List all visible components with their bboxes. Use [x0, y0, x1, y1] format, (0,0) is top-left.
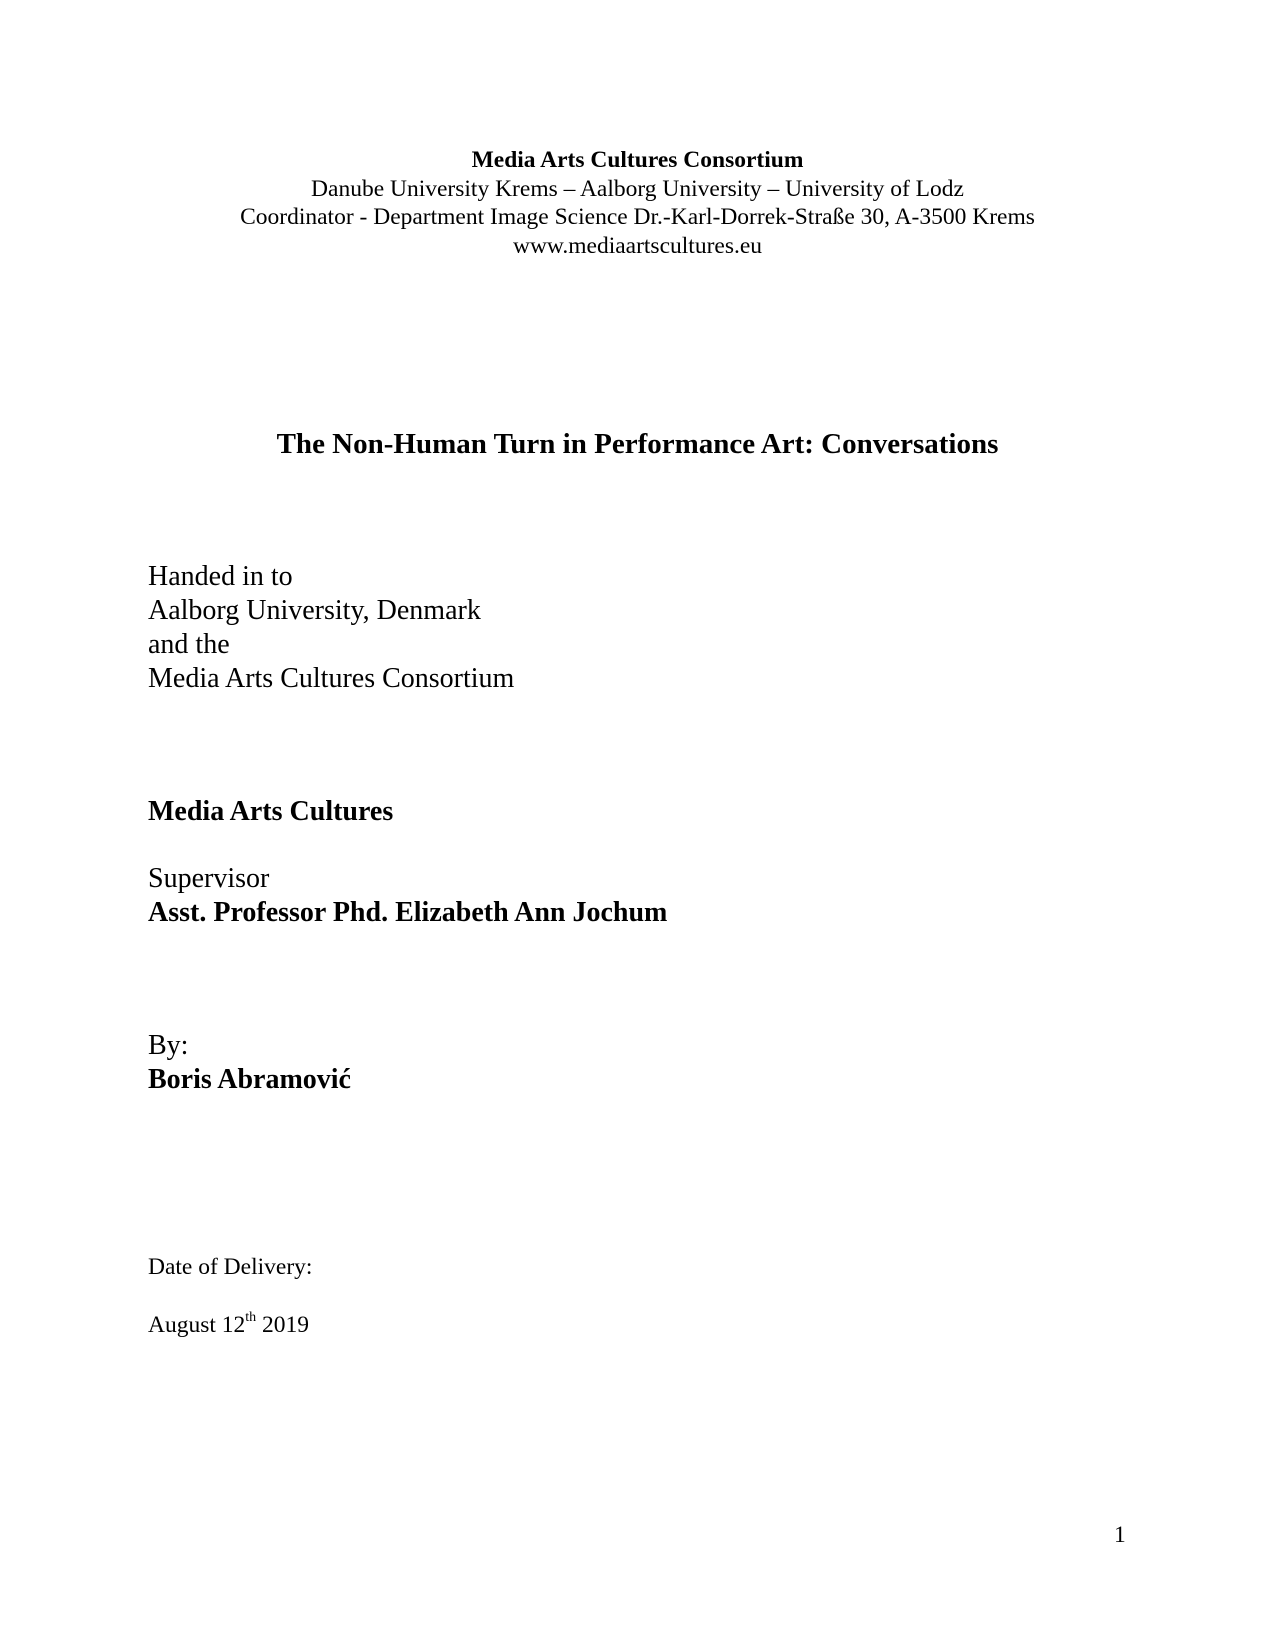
supervisor-label: Supervisor	[148, 863, 270, 894]
handed-in-line-3: and the	[148, 629, 230, 660]
author-label: By:	[148, 1030, 189, 1061]
delivery-month: August	[148, 1312, 216, 1338]
header-website: www.mediaartscultures.eu	[512, 233, 763, 259]
page-number: 1	[1114, 1522, 1126, 1548]
delivery-day: 12th	[221, 1310, 257, 1338]
delivery-label: Date of Delivery:	[148, 1254, 313, 1280]
header-universities: Danube University Krems – Aalborg University – University of Lodz	[311, 176, 964, 202]
delivery-year: 2019	[262, 1312, 310, 1338]
program-name: Media Arts Cultures	[148, 796, 394, 827]
header-coordinator: Coordinator - Department Image Science Dr.-Karl-Dorrek-Straße 30, A-3500 Krems	[240, 204, 1035, 230]
handed-in-line-2: Aalborg University, Denmark	[148, 595, 481, 626]
header-organization: Media Arts Cultures Consortium	[471, 147, 804, 173]
handed-in-line-1: Handed in to	[148, 561, 293, 592]
delivery-day-suffix: th	[245, 1310, 257, 1325]
supervisor-name: Asst. Professor Phd. Elizabeth Ann Jochum	[148, 897, 668, 928]
delivery-date	[148, 1310, 310, 1338]
author-name: Boris Abramović	[148, 1064, 351, 1095]
handed-in-line-4: Media Arts Cultures Consortium	[148, 663, 515, 694]
document-title: The Non-Human Turn in Performance Art: Conversations	[276, 428, 999, 460]
